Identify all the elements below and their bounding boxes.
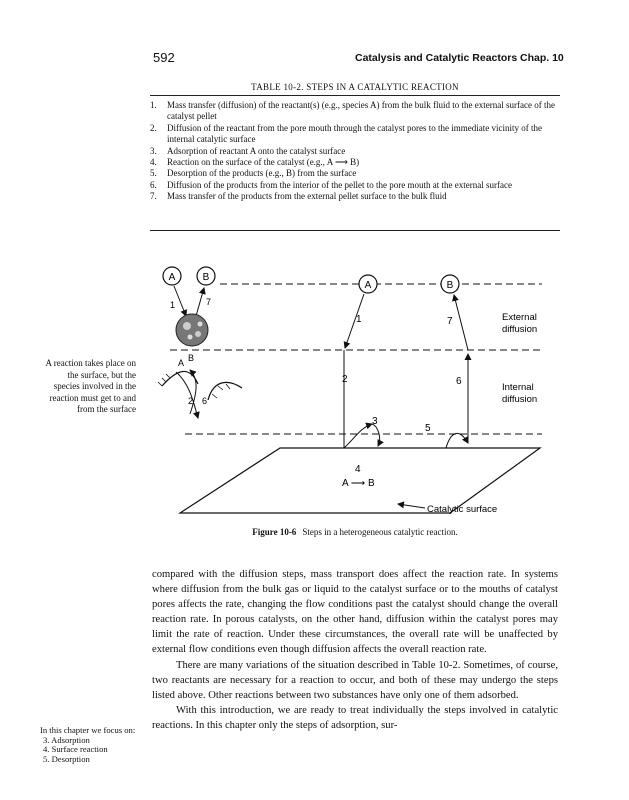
table-row: 7. Mass transfer of the products from the external pellet surface to the bulk fluid (150, 191, 447, 202)
catalyst-pellet (176, 314, 208, 346)
svg-text:1: 1 (356, 314, 362, 325)
table-bottom-rule (150, 230, 560, 231)
svg-text:2: 2 (342, 374, 348, 385)
svg-text:B: B (202, 272, 210, 283)
table-top-rule (150, 95, 560, 96)
step-2-arrow (344, 424, 372, 448)
svg-text:Internal: Internal (502, 382, 534, 393)
svg-text:4: 4 (355, 464, 361, 475)
table-row: 6. Diffusion of the products from the interior of the pellet to the pore mouth at the external surface (150, 179, 512, 190)
step-3-arrow (372, 424, 380, 446)
svg-text:B: B (446, 280, 454, 291)
steps-table (150, 100, 562, 203)
step-7-arrow (454, 295, 468, 350)
svg-text:3: 3 (372, 416, 378, 427)
page-number: 592 (153, 50, 175, 65)
table-row: 3. Adsorption of reactant A onto the catalyst surface (150, 145, 346, 156)
table-row: 4. Reaction on the surface of the catalyst (e.g., A ⟶ B) (150, 157, 360, 168)
running-title: Catalysis and Catalytic Reactors (355, 52, 518, 64)
catalytic-steps-figure (150, 258, 560, 523)
table-caption: TABLE 10-2. STEPS IN A CATALYTIC REACTION (251, 82, 459, 92)
paragraph: There are many variations of the situation described in Table 10-2. Sometimes, of course, two reactants are necessary for a reaction to occur, and both of these may undergo the steps listed above. Other reactions between two substances have only one of them adsorbed. (152, 659, 558, 701)
svg-text:A: A (364, 280, 372, 291)
svg-text:Catalytic surface: Catalytic surface (427, 504, 498, 515)
svg-text:5: 5 (425, 423, 431, 434)
chapter-label: Chap. 10 (520, 52, 564, 64)
svg-text:A ⟶ B: A ⟶ B (342, 478, 375, 489)
svg-text:diffusion: diffusion (502, 394, 538, 405)
margin-note: A reaction takes place on the surface, but the species involved in the reaction must get to and from the surface (45, 358, 136, 414)
table-row: 2. Diffusion of the reactant from the pore mouth through the catalyst pores to the immediate vicinity of the internal catalytic surface (150, 122, 542, 145)
chapter-focus-note: In this chapter we focus on: 3. Adsorption 4. Surface reaction 5. Desorption (40, 725, 136, 764)
svg-text:External: External (502, 312, 537, 323)
table-row: 5. Desorption of the products (e.g., B) from the surface (150, 168, 357, 179)
paragraph: compared with the diffusion steps, mass transport does affect the reaction rate. In systems where diffusion from the bulk gas or liquid to the catalyst surface or to the mouths of catalyst pores affects the rate, changing the flow conditions past the catalyst should change the overall reaction rate. In porous catalysts, on the other hand, diffusion within the catalyst pores may limit the rate of reaction. Under these circumstances, the overall rate will be unaffected by external flow conditions even though diffusion affects the overall reaction rate. (152, 569, 558, 656)
svg-text:1: 1 (170, 300, 176, 310)
svg-text:A: A (178, 358, 185, 368)
svg-text:6: 6 (456, 376, 462, 387)
step-5-arrow (446, 433, 468, 448)
pellet-diagram (158, 267, 242, 418)
svg-text:6: 6 (202, 396, 208, 406)
table-row: 1. Mass transfer (diffusion) of the reactant(s) (e.g., species A) from the bulk fluid to the external surface of the catalyst pellet (150, 100, 555, 122)
figure-caption: Figure 10-6 Steps in a heterogeneous catalytic reaction. (252, 527, 458, 537)
svg-text:7: 7 (206, 297, 212, 307)
svg-text:B: B (188, 353, 195, 363)
paragraph: With this introduction, we are ready to treat individually the steps involved in catalytic reactions. In this chapter only the steps of adsorption, sur- (152, 704, 558, 731)
body-text (152, 567, 558, 733)
svg-text:7: 7 (447, 316, 453, 327)
svg-text:A: A (168, 272, 176, 283)
svg-text:diffusion: diffusion (502, 324, 538, 335)
svg-text:2: 2 (188, 396, 194, 406)
